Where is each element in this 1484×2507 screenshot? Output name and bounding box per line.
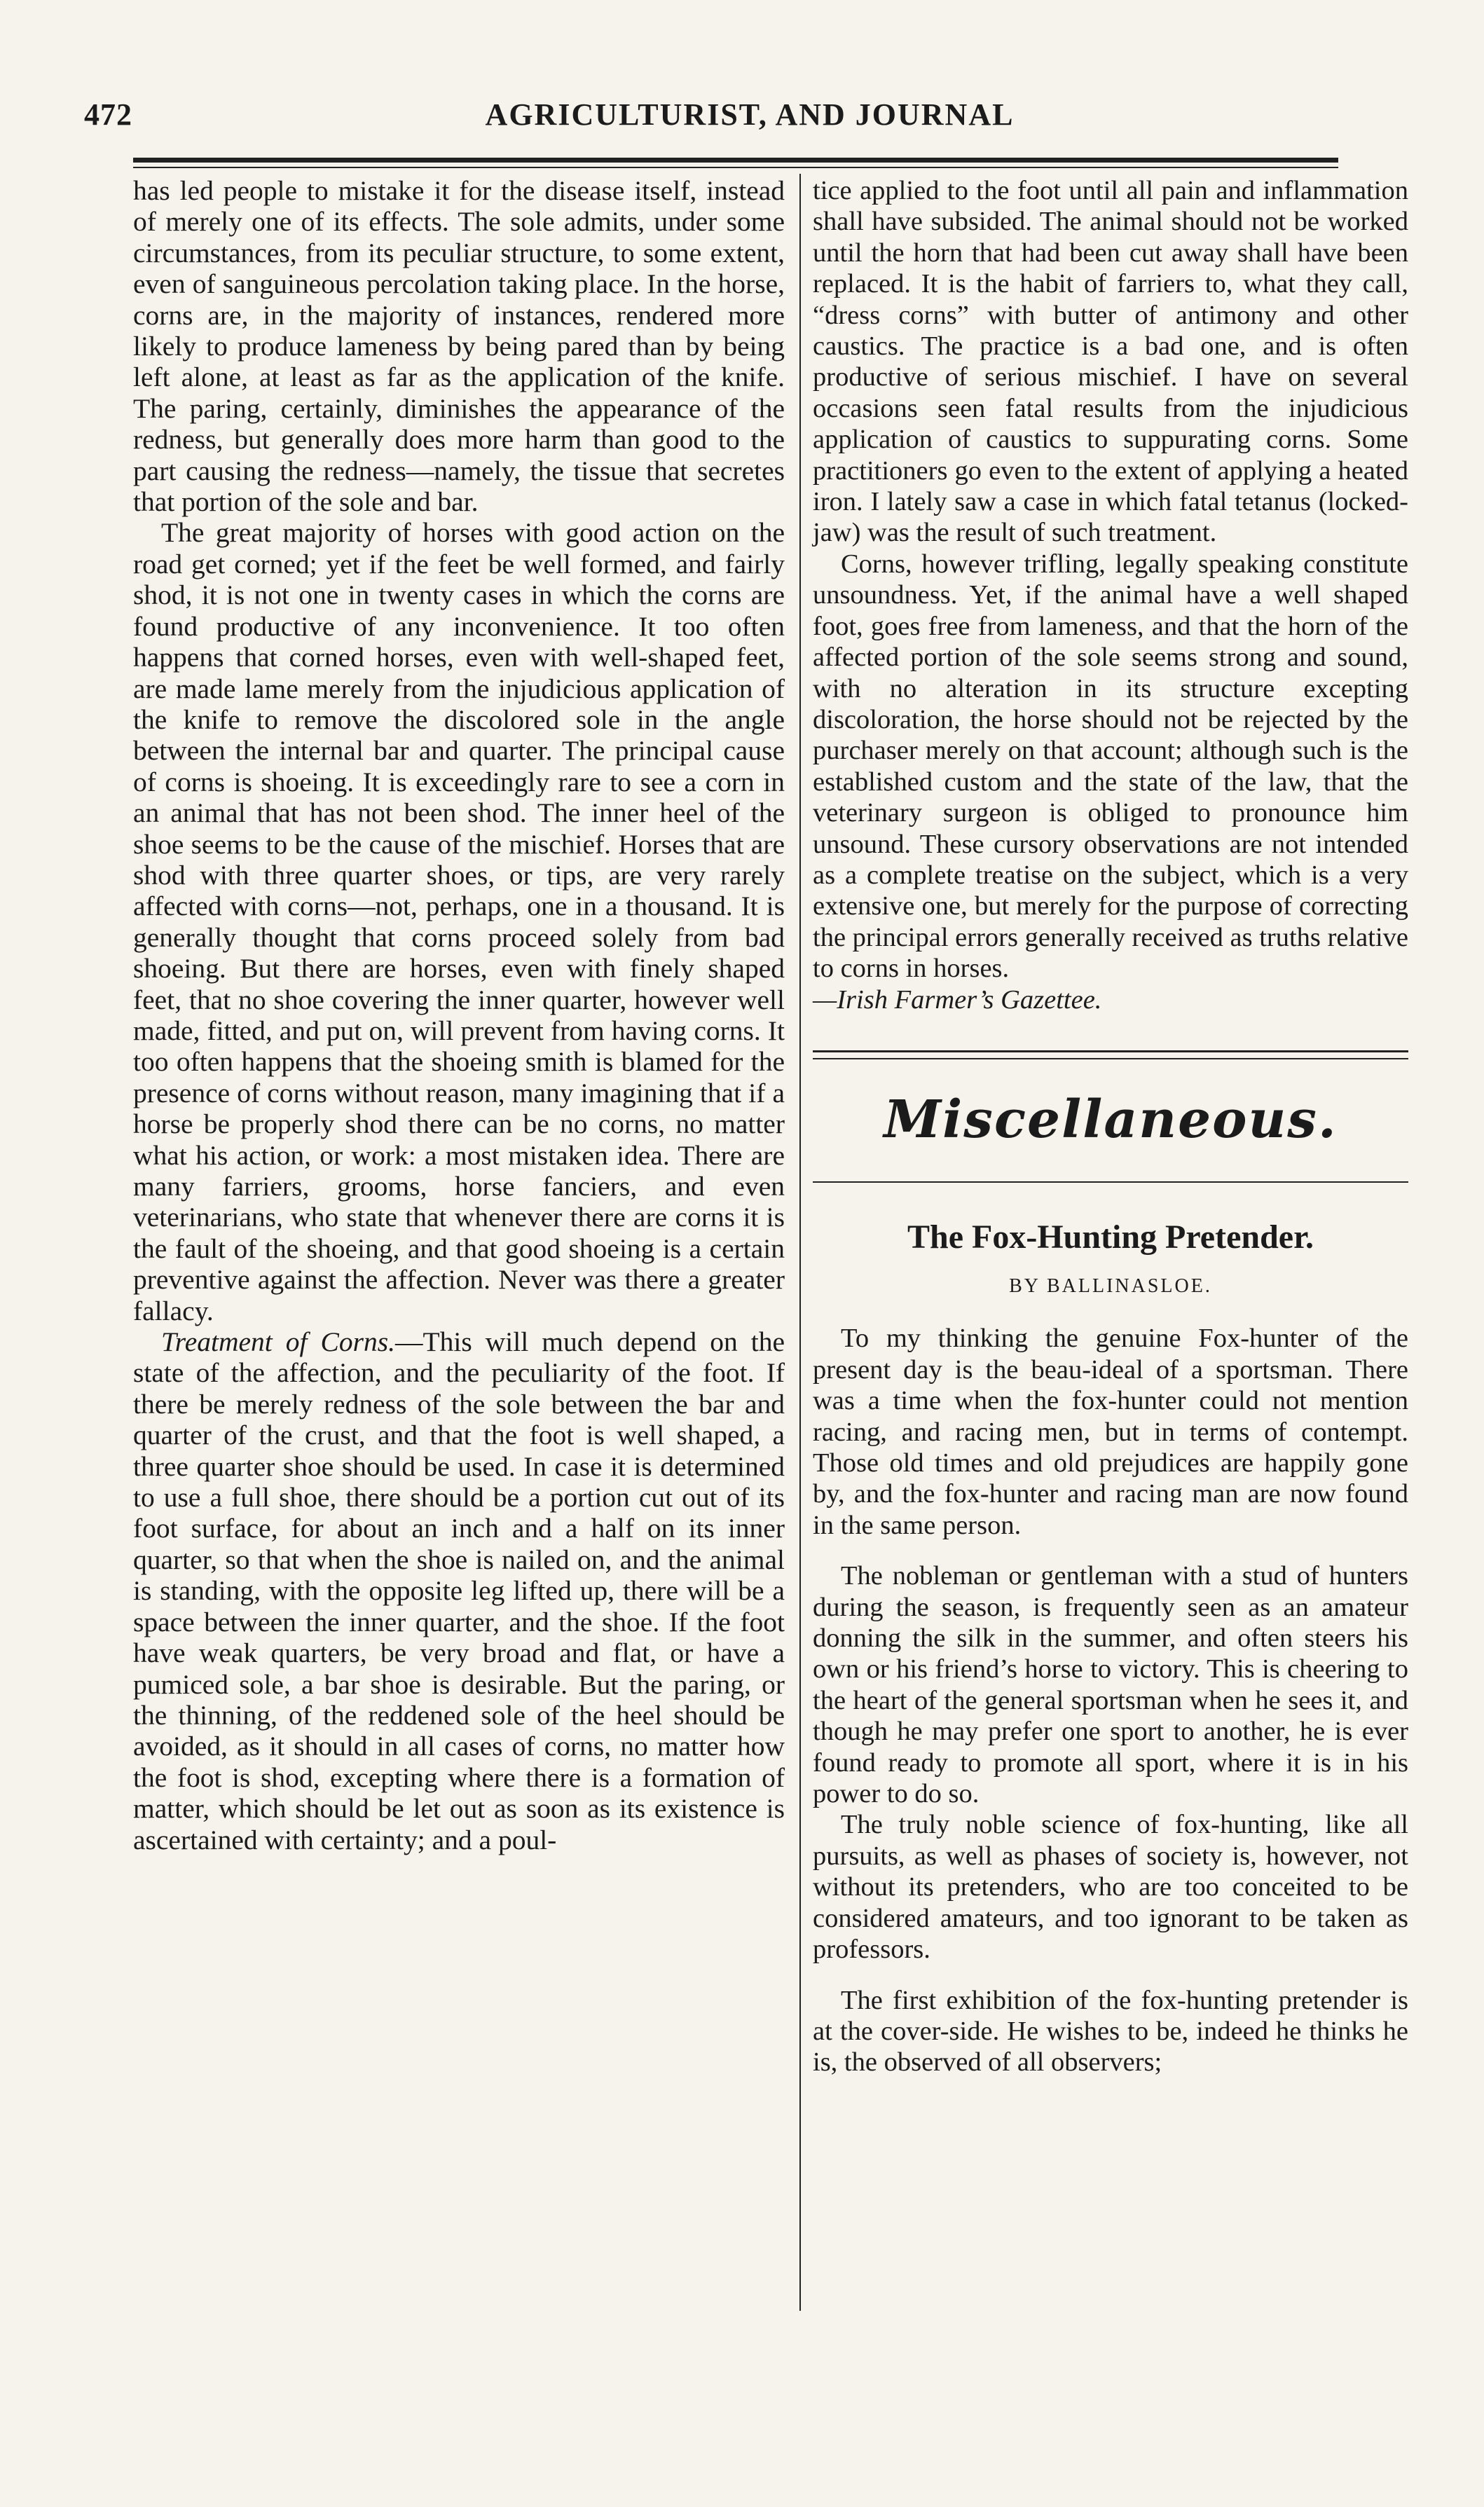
section-title: Miscellaneous. [884, 1089, 1338, 1150]
header-rule-thin [133, 167, 1338, 168]
section-rule-top [813, 1050, 1408, 1052]
paragraph: Corns, however trifling, legally speaking constitute unsoundness. Yet, if the animal have a well shaped foot, goes free from lameness, and that the horn of the affected portion of the sole seems strong and sound, with no alteration in its structure excepting discoloration, the horse should not be rejected by the purchaser merely on that account; although such is the established custom and the state of the law, that the veterinary surgeon is obliged to pronounce him unsound. These cursory observations are not intended as a complete treatise on the subject, which is a very extensive one, but merely for the purpose of correcting the principal errors generally received as truths relative to corns in horses. [813, 549, 1408, 984]
section-rule-bottom [813, 1181, 1408, 1183]
article-paragraph: The truly noble science of fox-hunting, like all pursuits, as well as phases of society is, however, not without its pretenders, who are too conceited to be considered amateurs, and too ignorant to be taken as professors. [813, 1810, 1408, 1965]
paragraph-body: —This will much depend on the state of the affection, and the peculiarity of the foot. If there be merely redness of the sole between the bar and quarter of the crust, and that the foot is well shaped, a three quarter shoe should be used. In case it is determined to use a full shoe, there should be a portion cut out of its foot surface, for about an inch and a half on its inner quarter, so that when the shoe is nailed on, and the animal is standing, with the opposite leg lifted up, there will be a space between the inner quarter, and the shoe. If the foot have weak quarters, be very broad and flat, or have a pumiced sole, a bar shoe is desirable. But the paring, or the thinning, of the reddened sole of the heel should be avoided, as it should in all cases of corns, no matter how the foot is shod, excepting where there is a formation of matter, which should be let out as soon as its existence is ascertained with certainty; and a poul- [133, 1326, 785, 1855]
article-paragraph: The nobleman or gentleman with a stud of hunters during the season, is frequently seen as an amateur donning the silk in the summer, and often steers his own or his friend’s horse to victory. This is cheering to the heart of the general sportsman when he sees it, and though he may prefer one sport to another, he is ever found ready to promote all sport, where it is in his power to do so. [813, 1561, 1408, 1809]
source-attribution: —Irish Farmer’s Gazettee. [813, 984, 1102, 1015]
article-paragraph: The first exhibition of the fox-hunting pretender is at the cover-side. He wishes to be, indeed he thinks he is, the observed of all observers; [813, 1985, 1408, 2077]
page-header [84, 90, 1415, 139]
paragraph-treatment [133, 1326, 785, 1855]
paragraph: tice applied to the foot until all pain and inflammation shall have subsided. The animal should not be worked until the horn that had been cut away shall have been replaced. It is the habit of farriers to, what they call, “dress corns” with butter of antimony and other caustics. The practice is a bad one, and is often productive of serious mischief. I have on several occasions seen fatal results from the injudicious application of caustics to suppurating corns. Some practitioners go even to the extent of applying a heated iron. I lately saw a case in which fatal tetanus (locked-jaw) was the result of such treatment. [813, 176, 1408, 548]
byline: BY BALLINASLOE. [1009, 1275, 1212, 1297]
paragraph: has led people to mistake it for the disease itself, instead of merely one of its effects. The sole admits, under some circumstances, from its peculiar structure, to some extent, even of sanguineous percolation taking place. In the horse, corns are, in the majority of instances, rendered more likely to produce lameness by being pared than by being left alone, at least as far as the application of the knife. The paring, certainly, diminishes the appearance of the redness, but generally does more harm than good to the part causing the redness—namely, the tissue that secretes that portion of the sole and bar. [133, 175, 785, 518]
subheading-treatment-of-corns: Treatment of Corns. [161, 1326, 396, 1358]
page-number: 472 [84, 97, 132, 132]
paragraph-gap [813, 1541, 1408, 1560]
article-paragraph: To my thinking the genuine Fox-hunter of the present day is the beau-ideal of a sportsman. There was a time when the fox-hunter could not mention racing, and racing men, but in terms of contempt. Those old times and old prejudices are happily gone by, and the fox-hunter and racing man are now found in the same person. [813, 1324, 1408, 1540]
running-head: AGRICULTURIST, AND JOURNAL [485, 97, 1015, 132]
left-column [133, 175, 785, 1855]
paragraph: The great majority of horses with good action on the road get corned; yet if the feet be well formed, and fairly shod, it is not one in twenty cases in which the corns are found productive of any inconvenience. It too often happens that corned horses, even with well-shaped feet, are made lame merely from the injudicious application of the knife to remove the discolored sole in the angle between the internal bar and quarter. The principal cause of corns is shoeing. It is exceedingly rare to see a corn in an animal that has not been shod. The inner heel of the shoe seems to be the cause of the mischief. Horses that are shod with three quarter shoes, or tips, are very rarely affected with corns—not, perhaps, one in a thousand. It is generally thought that corns proceed solely from bad shoeing. But there are horses, even with finely shaped feet, that no shoe covering the inner quarter, however well made, fitted, and put on, will prevent from having corns. It too often happens that the shoeing smith is blamed for the presence of corns without reason, many imagining that if a horse be properly shod there can be no corns, no matter what his action, or work: a most mistaken idea. There are many farriers, grooms, horse fanciers, and even veterinarians, who state that whenever there are corns it is the fault of the shoeing, and that good shoeing is a certain preventive against the affection. Never was there a greater fallacy. [133, 517, 785, 1326]
paragraph-gap [813, 1965, 1408, 1985]
section-rule-top-thin [813, 1058, 1408, 1059]
article-title: The Fox-Hunting Pretender. [907, 1218, 1314, 1256]
column-divider [799, 174, 801, 2311]
header-rule-thick [133, 158, 1338, 163]
right-column [813, 175, 1408, 2078]
